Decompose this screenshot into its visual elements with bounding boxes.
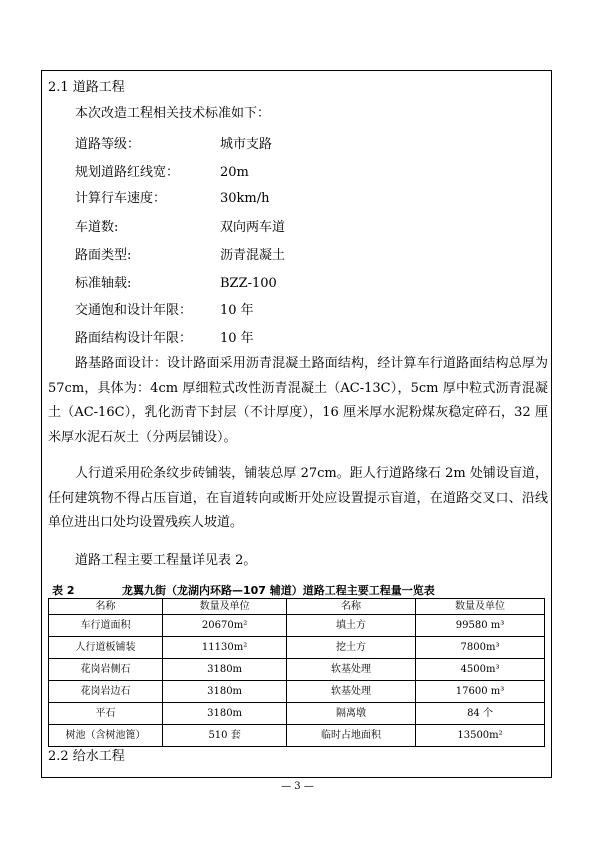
table-cell: 3180m bbox=[163, 681, 287, 703]
spec-value: 10 年 bbox=[220, 331, 254, 346]
table-cell: 软基处理 bbox=[287, 659, 416, 681]
table-cell: 13500m² bbox=[416, 725, 545, 747]
spec-value: 30km/h bbox=[220, 191, 270, 206]
section-intro: 本次改造工程相关技术标准如下： bbox=[75, 106, 271, 121]
header-cell: 数量及单位 bbox=[163, 599, 287, 615]
table-cell: 84 个 bbox=[416, 703, 545, 725]
sidewalk-paragraph: 人行道采用砼条纹步砖铺装，铺装总厚 27cm。距人行道路缘石 2m 处铺设盲道，任何建筑物不得占压盲道，在盲道转向或断开处应设置提示盲道，在道路交叉口、沿线单位进出口处均设置残疾人坡道。 bbox=[48, 466, 548, 530]
table-cell: 99580 m³ bbox=[416, 615, 545, 637]
table-cell: 20670m² bbox=[163, 615, 287, 637]
table-cell: 11130m² bbox=[163, 637, 287, 659]
table-row bbox=[49, 703, 545, 725]
table-cell: 人行道板铺装 bbox=[49, 637, 163, 659]
table-cell: 软基处理 bbox=[287, 681, 416, 703]
header-cell: 名称 bbox=[287, 599, 416, 615]
roadbed-design-paragraph: 路基路面设计：设计路面采用沥青混凝土路面结构，经计算车行道路面结构总厚为 57cm，具体为：4cm 厚细粒式改性沥青混凝土（AC-13C），5cm 厚中粒式沥青混凝土（AC-16C），乳化沥青下封层（不计厚度），16 厘米厚水泥粉煤灰稳定碎石，32 厘米厚水泥石灰土（分两层铺设）。 bbox=[48, 356, 548, 445]
page-number: — 3 — bbox=[281, 781, 314, 792]
table-number: 表 2 bbox=[52, 584, 75, 597]
spec-label: 规划道路红线宽： bbox=[75, 165, 180, 180]
table-cell: 3180m bbox=[163, 659, 287, 681]
table-cell: 510 套 bbox=[163, 725, 287, 747]
table-cell: 7800m³ bbox=[416, 637, 545, 659]
table-header-row bbox=[49, 599, 545, 615]
spec-value: 双向两车道 bbox=[220, 220, 286, 235]
spec-label: 交通饱和设计年限： bbox=[75, 303, 193, 318]
table-row bbox=[49, 681, 545, 703]
table-row bbox=[49, 725, 545, 747]
table-cell: 平石 bbox=[49, 703, 163, 725]
table-cell: 花岗岩侧石 bbox=[49, 659, 163, 681]
spec-value: 20m bbox=[220, 165, 249, 180]
spec-value: 城市支路 bbox=[220, 137, 273, 152]
table-cell: 树池（含树池篦） bbox=[49, 725, 163, 747]
spec-label: 车道数: bbox=[75, 220, 119, 235]
table-row bbox=[49, 637, 545, 659]
spec-value: 沥青混凝土 bbox=[220, 248, 286, 263]
quantity-table bbox=[48, 598, 545, 747]
section-2-1-title: 2.1 道路工程 bbox=[48, 80, 125, 95]
header-cell: 数量及单位 bbox=[416, 599, 545, 615]
table-cell: 17600 m³ bbox=[416, 681, 545, 703]
section-2-2-title: 2.2 给水工程 bbox=[48, 749, 125, 764]
spec-label: 道路等级： bbox=[75, 137, 141, 152]
table-row bbox=[49, 615, 545, 637]
table-cell: 车行道面积 bbox=[49, 615, 163, 637]
table-cell: 临时占地面积 bbox=[287, 725, 416, 747]
table-cell: 花岗岩边石 bbox=[49, 681, 163, 703]
spec-label: 标准轴载: bbox=[75, 276, 132, 291]
table-cell: 挖土方 bbox=[287, 637, 416, 659]
table-cell: 填土方 bbox=[287, 615, 416, 637]
table-reference-paragraph: 道路工程主要工程量详见表 2。 bbox=[75, 553, 257, 568]
table-cell: 3180m bbox=[163, 703, 287, 725]
table-cell: 隔离墩 bbox=[287, 703, 416, 725]
header-cell: 名称 bbox=[49, 599, 163, 615]
table-cell: 4500m³ bbox=[416, 659, 545, 681]
spec-value: 10 年 bbox=[220, 303, 254, 318]
spec-value: BZZ-100 bbox=[220, 276, 277, 291]
spec-label: 计算行车速度： bbox=[75, 191, 167, 206]
table-row bbox=[49, 659, 545, 681]
spec-label: 路面结构设计年限： bbox=[75, 331, 193, 346]
spec-label: 路面类型: bbox=[75, 248, 132, 263]
table-caption: 龙翼九街（龙湖内环路—107 辅道）道路工程主要工程量一览表 bbox=[122, 584, 435, 597]
